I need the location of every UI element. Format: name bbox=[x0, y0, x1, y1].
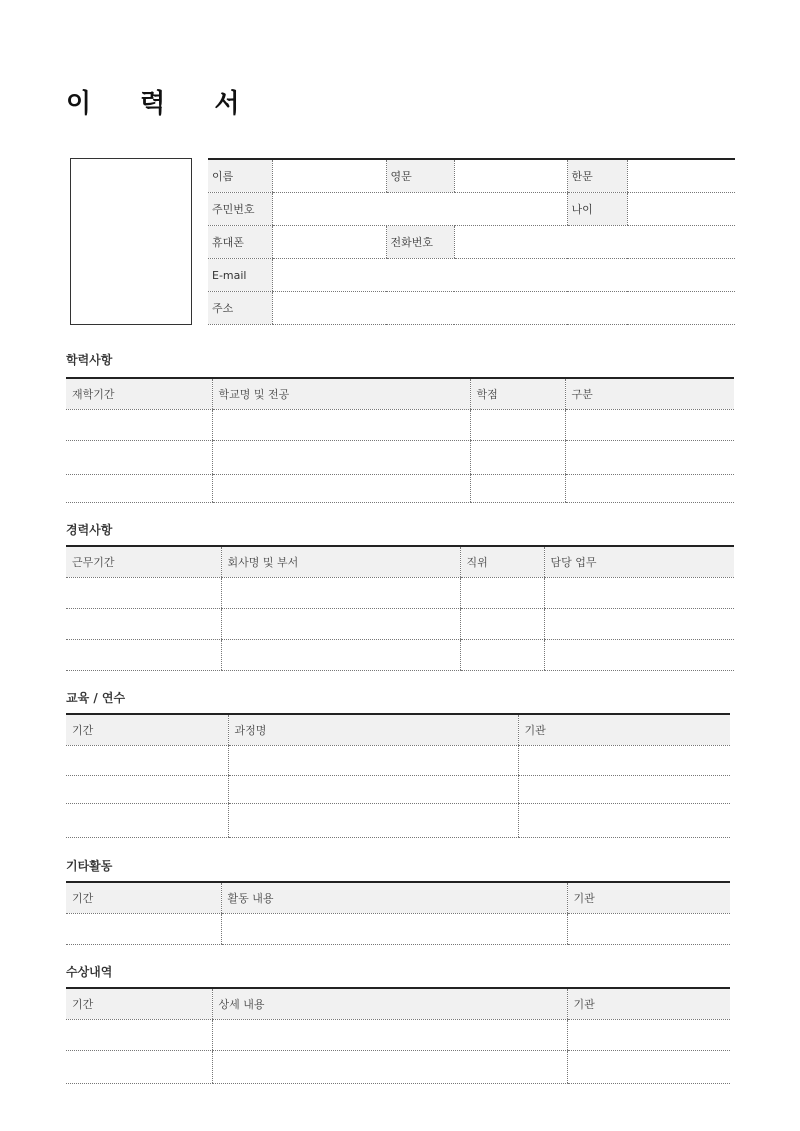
awards-header-period: 기간 bbox=[66, 988, 212, 1020]
age-field[interactable] bbox=[627, 193, 735, 226]
education-header-period: 재학기간 bbox=[66, 378, 212, 410]
mobile-field[interactable] bbox=[272, 226, 386, 259]
training-header-period: 기간 bbox=[66, 714, 228, 746]
resident-number-label: 주민번호 bbox=[208, 193, 272, 226]
education-header-type: 구분 bbox=[565, 378, 734, 410]
photo-box[interactable] bbox=[70, 158, 192, 325]
table-cell[interactable] bbox=[212, 475, 470, 503]
table-cell[interactable] bbox=[544, 609, 734, 640]
resume-title: 이 력 서 bbox=[66, 89, 260, 119]
table-cell[interactable] bbox=[228, 776, 518, 804]
activities-section-title: 기타활동 bbox=[66, 859, 113, 873]
table-row bbox=[66, 475, 734, 503]
activities-header-content: 활동 내용 bbox=[221, 882, 567, 914]
table-row bbox=[66, 914, 730, 945]
table-cell[interactable] bbox=[212, 441, 470, 475]
education-section-title: 학력사항 bbox=[66, 353, 113, 367]
table-cell[interactable] bbox=[567, 1051, 730, 1084]
table-cell[interactable] bbox=[470, 410, 565, 441]
table-cell[interactable] bbox=[66, 776, 228, 804]
table-cell[interactable] bbox=[66, 640, 221, 671]
table-cell[interactable] bbox=[212, 1051, 567, 1084]
table-row bbox=[66, 746, 730, 776]
education-table bbox=[66, 377, 734, 503]
table-cell[interactable] bbox=[66, 746, 228, 776]
table-cell[interactable] bbox=[518, 746, 730, 776]
table-cell[interactable] bbox=[544, 640, 734, 671]
table-cell[interactable] bbox=[565, 441, 734, 475]
table-cell[interactable] bbox=[567, 1020, 730, 1051]
table-cell[interactable] bbox=[565, 475, 734, 503]
table-row bbox=[66, 776, 730, 804]
table-cell[interactable] bbox=[66, 410, 212, 441]
table-cell[interactable] bbox=[66, 475, 212, 503]
awards-header-details: 상세 내용 bbox=[212, 988, 567, 1020]
phone-label: 전화번호 bbox=[386, 226, 454, 259]
activities-table bbox=[66, 881, 730, 945]
table-cell[interactable] bbox=[460, 578, 544, 609]
table-cell[interactable] bbox=[518, 804, 730, 838]
table-cell[interactable] bbox=[221, 609, 460, 640]
training-table bbox=[66, 713, 730, 838]
career-header-company: 회사명 및 부서 bbox=[221, 546, 460, 578]
career-header-duties: 담당 업무 bbox=[544, 546, 734, 578]
address-label: 주소 bbox=[208, 292, 272, 325]
email-field[interactable] bbox=[272, 259, 735, 292]
mobile-label: 휴대폰 bbox=[208, 226, 272, 259]
hanja-name-field[interactable] bbox=[627, 159, 735, 193]
name-label: 이름 bbox=[208, 159, 272, 193]
resident-number-field[interactable] bbox=[272, 193, 567, 226]
table-cell[interactable] bbox=[66, 1051, 212, 1084]
career-header-position: 직위 bbox=[460, 546, 544, 578]
table-cell[interactable] bbox=[66, 609, 221, 640]
awards-header-institution: 기관 bbox=[567, 988, 730, 1020]
awards-section-title: 수상내역 bbox=[66, 965, 113, 979]
table-row bbox=[66, 609, 734, 640]
table-cell[interactable] bbox=[66, 1020, 212, 1051]
education-header-school: 학교명 및 전공 bbox=[212, 378, 470, 410]
address-field[interactable] bbox=[272, 292, 735, 325]
table-row bbox=[66, 1051, 730, 1084]
table-cell[interactable] bbox=[221, 914, 567, 945]
age-label: 나이 bbox=[567, 193, 627, 226]
english-name-field[interactable] bbox=[454, 159, 567, 193]
table-cell[interactable] bbox=[228, 746, 518, 776]
table-cell[interactable] bbox=[66, 441, 212, 475]
table-cell[interactable] bbox=[544, 578, 734, 609]
table-cell[interactable] bbox=[212, 410, 470, 441]
table-cell[interactable] bbox=[66, 578, 221, 609]
activities-header-period: 기간 bbox=[66, 882, 221, 914]
table-cell[interactable] bbox=[470, 475, 565, 503]
table-row bbox=[66, 1020, 730, 1051]
table-cell[interactable] bbox=[212, 1020, 567, 1051]
table-cell[interactable] bbox=[460, 640, 544, 671]
awards-table bbox=[66, 987, 730, 1084]
phone-field[interactable] bbox=[454, 226, 735, 259]
table-cell[interactable] bbox=[66, 914, 221, 945]
training-header-course: 과정명 bbox=[228, 714, 518, 746]
training-header-institution: 기관 bbox=[518, 714, 730, 746]
table-row bbox=[66, 441, 734, 475]
education-header-grade: 학점 bbox=[470, 378, 565, 410]
career-table bbox=[66, 545, 734, 671]
table-cell[interactable] bbox=[228, 804, 518, 838]
name-field[interactable] bbox=[272, 159, 386, 193]
email-label: E-mail bbox=[208, 259, 272, 292]
hanja-name-label: 한문 bbox=[567, 159, 627, 193]
table-row bbox=[66, 410, 734, 441]
table-cell[interactable] bbox=[221, 578, 460, 609]
table-cell[interactable] bbox=[221, 640, 460, 671]
activities-header-institution: 기관 bbox=[567, 882, 730, 914]
table-cell[interactable] bbox=[470, 441, 565, 475]
table-cell[interactable] bbox=[460, 609, 544, 640]
english-name-label: 영문 bbox=[386, 159, 454, 193]
table-row bbox=[66, 578, 734, 609]
table-cell[interactable] bbox=[565, 410, 734, 441]
table-row bbox=[66, 640, 734, 671]
table-cell[interactable] bbox=[518, 776, 730, 804]
career-section-title: 경력사항 bbox=[66, 523, 113, 537]
table-row bbox=[66, 804, 730, 838]
personal-info-table bbox=[208, 158, 735, 325]
career-header-period: 근무기간 bbox=[66, 546, 221, 578]
training-section-title: 교육 / 연수 bbox=[66, 691, 126, 705]
table-cell[interactable] bbox=[567, 914, 730, 945]
table-cell[interactable] bbox=[66, 804, 228, 838]
